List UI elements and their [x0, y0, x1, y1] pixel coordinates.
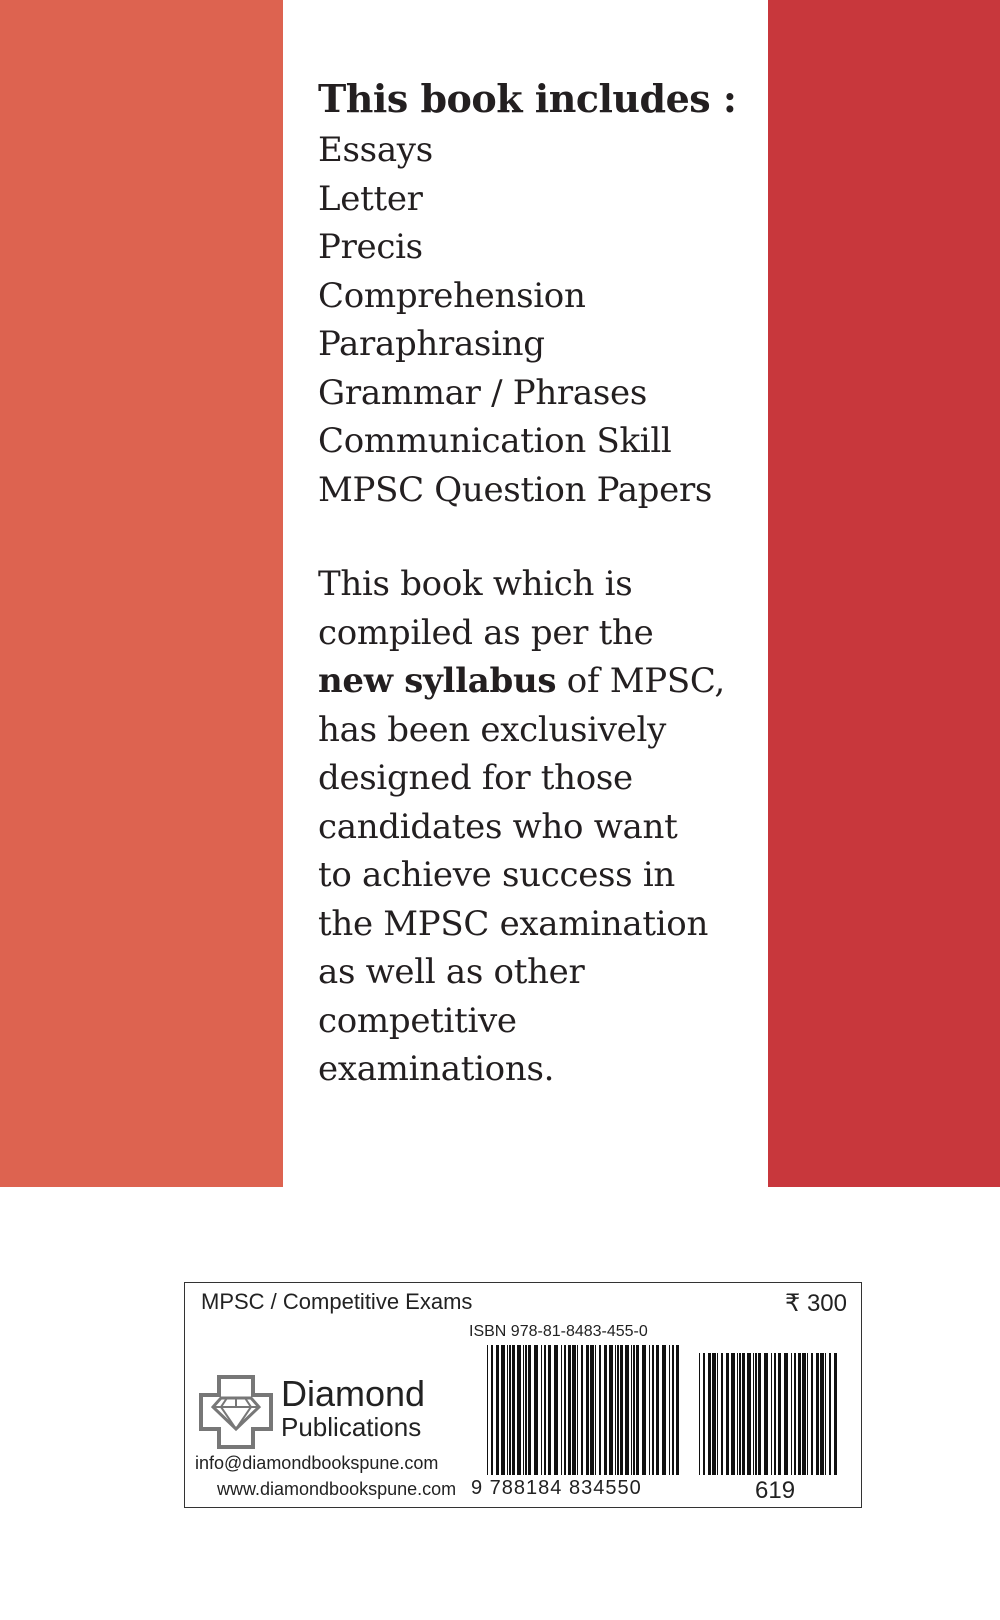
barcode-bar — [509, 1345, 511, 1475]
barcode-bar — [712, 1353, 716, 1475]
description-line-rest: of MPSC, — [556, 661, 725, 701]
barcode-bar — [586, 1345, 589, 1475]
barcode-bar — [747, 1353, 751, 1475]
barcode-bar — [491, 1345, 493, 1475]
list-item: Comprehension — [318, 275, 586, 316]
barcode-bar — [609, 1345, 613, 1475]
barcode-bar — [811, 1353, 813, 1475]
barcode-bar — [662, 1345, 666, 1475]
barcode-bar — [721, 1353, 723, 1475]
barcode-bar — [784, 1353, 788, 1475]
description-line: competitive — [318, 1000, 517, 1041]
barcode-bar — [717, 1353, 718, 1475]
barcode-bar — [501, 1345, 505, 1475]
barcode-bar — [816, 1353, 819, 1475]
barcode-bar — [794, 1353, 796, 1475]
barcode-bar — [829, 1353, 831, 1475]
book-description — [318, 560, 758, 1094]
list-item: Grammar / Phrases — [318, 372, 647, 413]
list-item: Paraphrasing — [318, 324, 545, 364]
barcode-bar — [703, 1353, 705, 1475]
barcode-bar — [798, 1353, 801, 1475]
barcode-bar — [676, 1345, 679, 1475]
barcode-bar — [554, 1345, 558, 1475]
description-line: as well as other — [318, 952, 585, 992]
description-line: has been exclusively — [318, 709, 666, 750]
list-item: MPSC Question Papers — [318, 469, 713, 510]
isbn-barcode — [485, 1345, 685, 1475]
barcode-bar — [825, 1353, 826, 1475]
description-line: This book which is — [318, 564, 633, 604]
barcode-bar — [708, 1353, 711, 1475]
barcode-bar — [595, 1345, 596, 1475]
barcode-bar — [496, 1345, 499, 1475]
description-line: candidates who want — [318, 806, 678, 847]
barcode-bar — [791, 1353, 792, 1475]
barcode-bar — [642, 1345, 646, 1475]
barcode-bar — [758, 1353, 761, 1475]
publisher-email: info@diamondbookspune.com — [195, 1453, 439, 1473]
barcode-bar — [649, 1345, 650, 1475]
barcode-panel — [184, 1282, 862, 1508]
barcode-bar — [820, 1353, 824, 1475]
barcode-bar — [669, 1345, 670, 1475]
barcode-bar — [636, 1345, 639, 1475]
barcode-bar — [631, 1345, 632, 1475]
barcode-bar — [599, 1345, 601, 1475]
barcode-bar — [617, 1345, 619, 1475]
list-item: Letter — [318, 178, 423, 219]
barcode-bar — [548, 1345, 551, 1475]
barcode-bar — [742, 1353, 745, 1475]
description-line: compiled as per the — [318, 612, 654, 653]
addon-digits: 619 — [755, 1477, 796, 1504]
description-line: the MPSC examination — [318, 903, 709, 944]
barcode-bar — [581, 1345, 583, 1475]
category-label: MPSC / Competitive Exams — [201, 1289, 473, 1314]
barcode-bar — [541, 1345, 542, 1475]
barcode-bar — [807, 1353, 808, 1475]
barcode-bar — [625, 1345, 629, 1475]
includes-heading: This book includes : — [318, 76, 737, 121]
publisher-website: www.diamondbookspune.com — [217, 1479, 457, 1499]
barcode-digits: 9 788184 834550 — [471, 1477, 642, 1499]
publisher-subtitle: Publications — [281, 1412, 422, 1442]
barcode-bar — [590, 1345, 594, 1475]
barcode-bar — [731, 1353, 735, 1475]
barcode-bar — [528, 1345, 531, 1475]
back-cover-text — [318, 72, 758, 1094]
price-addon-barcode — [697, 1353, 847, 1475]
barcode-bar — [699, 1353, 700, 1475]
barcode-bar — [726, 1353, 729, 1475]
barcode-bar — [523, 1345, 524, 1475]
barcode-bar — [739, 1353, 741, 1475]
barcode-bar — [512, 1345, 515, 1475]
barcode-bar — [771, 1353, 772, 1475]
description-line: to achieve success in — [318, 855, 676, 895]
barcode-bar — [834, 1353, 837, 1475]
barcode-bar — [564, 1345, 566, 1475]
barcode-bar — [778, 1353, 781, 1475]
description-line: examinations. — [318, 1049, 555, 1089]
description-emphasis: new syllabus — [318, 661, 557, 701]
barcode-bar — [572, 1345, 576, 1475]
barcode-bar — [561, 1345, 562, 1475]
barcode-bar — [755, 1353, 757, 1475]
list-item: Communication Skill — [318, 421, 672, 461]
barcode-bar — [525, 1345, 527, 1475]
barcode-bar — [487, 1345, 488, 1475]
left-color-band — [0, 0, 283, 1187]
price-label: ₹ 300 — [785, 1290, 847, 1317]
barcode-bar — [753, 1353, 754, 1475]
barcode-bar — [517, 1345, 521, 1475]
list-item: Precis — [318, 227, 423, 267]
list-item: Essays — [318, 130, 433, 170]
barcode-bar — [774, 1353, 776, 1475]
publisher-name: Diamond — [281, 1373, 426, 1414]
barcode-bar — [615, 1345, 616, 1475]
barcode-bar — [534, 1345, 538, 1475]
barcode-bar — [656, 1345, 659, 1475]
barcode-bar — [544, 1345, 546, 1475]
barcode-bar — [672, 1345, 674, 1475]
right-color-band — [768, 0, 1000, 1187]
barcode-bar — [652, 1345, 654, 1475]
description-line — [318, 657, 758, 706]
barcode-bar — [568, 1345, 571, 1475]
barcode-bar — [764, 1353, 768, 1475]
barcode-bar — [507, 1345, 508, 1475]
barcode-bar — [604, 1345, 607, 1475]
isbn-label: ISBN 978-81-8483-455-0 — [469, 1323, 648, 1340]
barcode-bar — [633, 1345, 635, 1475]
includes-list — [318, 126, 758, 514]
diamond-icon — [197, 1373, 275, 1451]
barcode-bar — [577, 1345, 578, 1475]
barcode-bar — [737, 1353, 738, 1475]
barcode-bar — [620, 1345, 623, 1475]
barcode-bar — [802, 1353, 806, 1475]
description-line: designed for those — [318, 758, 633, 798]
